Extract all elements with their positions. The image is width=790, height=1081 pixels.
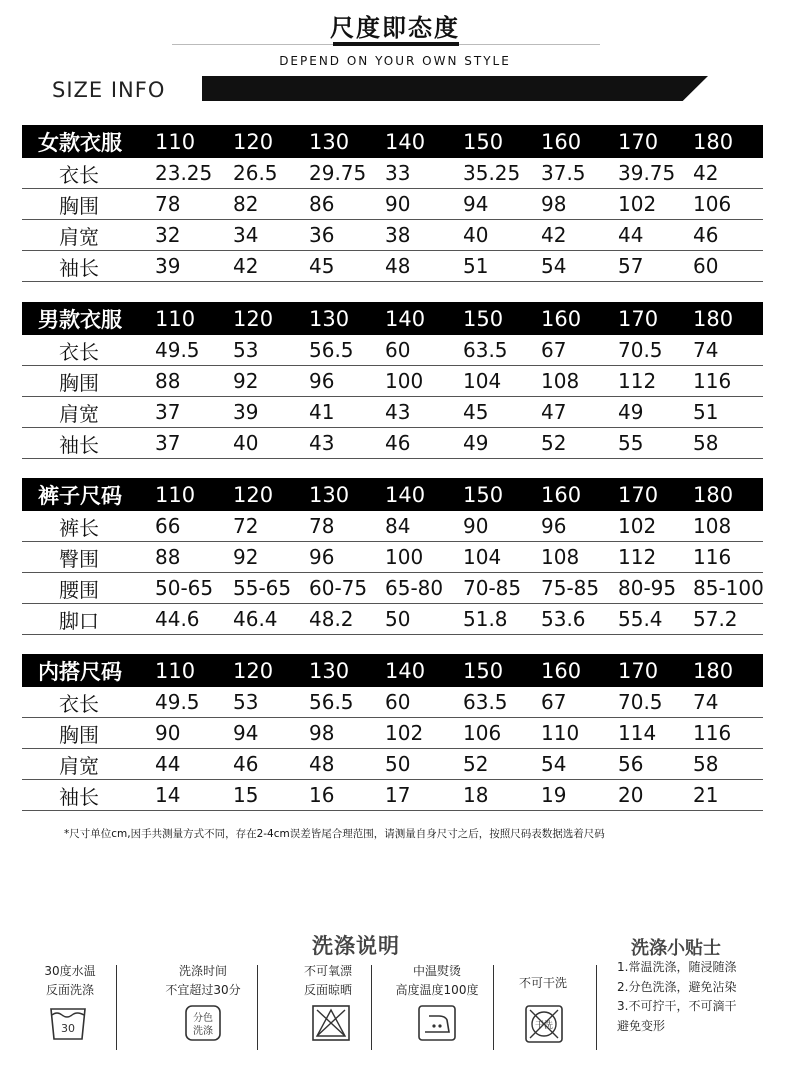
table-title: 裤子尺码	[38, 483, 122, 508]
size-header-cell: 180	[693, 482, 734, 507]
table-cell: 56.5	[309, 338, 354, 362]
size-info-label: SIZE INFO	[52, 78, 166, 102]
table-row	[22, 604, 763, 635]
table-cell: 33	[385, 161, 411, 185]
table-row	[22, 542, 763, 573]
table-cell: 17	[385, 783, 411, 807]
table-cell: 75-85	[541, 576, 600, 600]
table-cell: 63.5	[463, 690, 508, 714]
table-cell: 56.5	[309, 690, 354, 714]
wash-item-iron	[385, 962, 489, 1000]
table-cell: 26.5	[233, 161, 278, 185]
table-cell: 102	[618, 514, 657, 538]
wash-item-line: 不可干洗	[518, 976, 567, 990]
table-cell: 16	[309, 783, 335, 807]
table-cell: 60	[385, 338, 411, 362]
separate-colors-icon	[184, 1004, 222, 1046]
table-title: 男款衣服	[38, 307, 122, 332]
table-cell: 108	[541, 369, 580, 393]
size-header-cell: 110	[155, 306, 196, 331]
table-cell: 60	[693, 254, 719, 278]
table-cell: 102	[618, 192, 657, 216]
table-cell: 29.75	[309, 161, 367, 185]
table-cell: 49.5	[155, 338, 200, 362]
table-cell: 45	[463, 400, 489, 424]
measurement-label: 袖长	[59, 784, 99, 809]
tip-line: 避免变形	[617, 1018, 666, 1033]
table-cell: 40	[233, 431, 259, 455]
washing-tips	[617, 958, 736, 1036]
size-note: *尺寸单位cm,因手共测量方式不同，存在2-4cm误差皆尾合理范围，请测量自身尺寸之后，按照尺码表数据选着尺码	[64, 828, 605, 840]
table-cell: 45	[309, 254, 335, 278]
table-cell: 37	[155, 431, 181, 455]
table-cell: 58	[693, 431, 719, 455]
size-header-cell: 180	[693, 129, 734, 154]
measurement-label: 臀围	[59, 546, 99, 571]
size-header-cell: 180	[693, 306, 734, 331]
table-cell: 70.5	[618, 338, 663, 362]
size-header-cell: 140	[385, 306, 426, 331]
size-header-cell: 130	[309, 129, 350, 154]
table-cell: 114	[618, 721, 657, 745]
wash-item-dryclean	[505, 974, 581, 993]
tip-line: 1.常温洗涤，随浸随涤	[617, 960, 737, 974]
measurement-label: 胸围	[59, 722, 99, 747]
table-title: 女款衣服	[38, 130, 122, 155]
table-cell: 70-85	[463, 576, 522, 600]
table-cell: 47	[541, 400, 567, 424]
wash-item-line: 不可氧漂	[303, 964, 352, 978]
table-cell: 90	[385, 192, 411, 216]
table-cell: 110	[541, 721, 580, 745]
no-dry-clean-icon-text: 干洗	[534, 1021, 554, 1031]
table-cell: 46.4	[233, 607, 278, 631]
table-row	[22, 687, 763, 718]
size-header-cell: 120	[233, 129, 274, 154]
size-header-cell: 170	[618, 482, 659, 507]
table-header-row	[22, 478, 763, 511]
table-row	[22, 366, 763, 397]
table-cell: 43	[309, 431, 335, 455]
size-table	[22, 125, 763, 282]
table-cell: 66	[155, 514, 181, 538]
table-header-row	[22, 125, 763, 158]
table-row	[22, 573, 763, 604]
table-cell: 96	[309, 369, 335, 393]
wash-sep	[493, 965, 494, 1050]
table-cell: 84	[385, 514, 411, 538]
size-header-cell: 150	[463, 129, 504, 154]
table-cell: 94	[463, 192, 489, 216]
table-cell: 63.5	[463, 338, 508, 362]
table-cell: 60	[385, 690, 411, 714]
table-cell: 58	[693, 752, 719, 776]
table-cell: 44	[618, 223, 644, 247]
table-cell: 100	[385, 369, 424, 393]
size-header-cell: 160	[541, 129, 582, 154]
table-row	[22, 780, 763, 811]
size-header-cell: 150	[463, 482, 504, 507]
wash-sep	[116, 965, 117, 1050]
tips-title: 洗涤小贴士	[631, 938, 721, 959]
size-header-cell: 160	[541, 482, 582, 507]
table-cell: 38	[385, 223, 411, 247]
page-subtitle: DEPEND ON YOUR OWN STYLE	[279, 54, 511, 68]
table-row	[22, 428, 763, 459]
table-cell: 20	[618, 783, 644, 807]
table-cell: 46	[693, 223, 719, 247]
table-row	[22, 189, 763, 220]
table-cell: 18	[463, 783, 489, 807]
table-cell: 100	[385, 545, 424, 569]
table-cell: 37	[155, 400, 181, 424]
size-header-cell: 160	[541, 658, 582, 683]
size-header-cell: 140	[385, 658, 426, 683]
table-cell: 67	[541, 690, 567, 714]
table-header-row	[22, 302, 763, 335]
table-cell: 21	[693, 783, 719, 807]
size-header-cell: 160	[541, 306, 582, 331]
table-cell: 57.2	[693, 607, 738, 631]
table-row	[22, 397, 763, 428]
table-cell: 74	[693, 338, 719, 362]
table-cell: 78	[155, 192, 181, 216]
size-header-cell: 110	[155, 658, 196, 683]
table-cell: 40	[463, 223, 489, 247]
table-cell: 14	[155, 783, 181, 807]
table-cell: 72	[233, 514, 259, 538]
size-header-cell: 170	[618, 306, 659, 331]
size-info-bar	[202, 76, 708, 101]
table-cell: 106	[463, 721, 502, 745]
svg-text:分色: 分色	[193, 1013, 213, 1024]
page-title: 尺度即态度	[330, 14, 460, 42]
table-cell: 15	[233, 783, 259, 807]
measurement-label: 衣长	[59, 691, 99, 716]
table-header-row	[22, 654, 763, 687]
table-cell: 39	[233, 400, 259, 424]
measurement-label: 袖长	[59, 432, 99, 457]
size-header-cell: 130	[309, 306, 350, 331]
wash-sep	[257, 965, 258, 1050]
size-header-cell: 110	[155, 482, 196, 507]
table-cell: 46	[233, 752, 259, 776]
table-cell: 65-80	[385, 576, 444, 600]
wash-item-line: 30度水温	[44, 964, 96, 978]
table-cell: 36	[309, 223, 335, 247]
table-cell: 46	[385, 431, 411, 455]
table-cell: 50	[385, 752, 411, 776]
table-cell: 51	[693, 400, 719, 424]
size-header-cell: 150	[463, 658, 504, 683]
tip-line: 2.分色洗涤，避免沾染	[617, 979, 737, 994]
wash-item-line: 反面晾晒	[303, 983, 352, 997]
wash-item-line: 不宜超过30分	[165, 983, 241, 997]
table-title: 内搭尺码	[38, 659, 122, 684]
table-cell: 48.2	[309, 607, 354, 631]
table-cell: 53	[233, 690, 259, 714]
measurement-label: 衣长	[59, 339, 99, 364]
table-row	[22, 158, 763, 189]
table-cell: 19	[541, 783, 567, 807]
table-cell: 104	[463, 369, 502, 393]
table-cell: 43	[385, 400, 411, 424]
wash-30-icon-text: 30	[61, 1022, 75, 1035]
table-cell: 49.5	[155, 690, 200, 714]
table-cell: 108	[693, 514, 732, 538]
table-cell: 49	[463, 431, 489, 455]
size-table	[22, 302, 763, 459]
measurement-label: 袖长	[59, 255, 99, 280]
table-cell: 92	[233, 369, 259, 393]
size-table	[22, 654, 763, 811]
iron-medium-icon	[417, 1004, 457, 1046]
table-cell: 52	[541, 431, 567, 455]
table-cell: 67	[541, 338, 567, 362]
table-cell: 37.5	[541, 161, 586, 185]
table-cell: 88	[155, 545, 181, 569]
measurement-label: 腰围	[59, 577, 99, 602]
table-cell: 82	[233, 192, 259, 216]
table-cell: 96	[309, 545, 335, 569]
table-cell: 23.25	[155, 161, 213, 185]
table-cell: 98	[309, 721, 335, 745]
measurement-label: 肩宽	[59, 401, 99, 426]
table-row	[22, 749, 763, 780]
table-cell: 60-75	[309, 576, 368, 600]
table-cell: 53.6	[541, 607, 586, 631]
table-cell: 116	[693, 545, 732, 569]
table-cell: 96	[541, 514, 567, 538]
table-cell: 116	[693, 721, 732, 745]
table-cell: 55.4	[618, 607, 663, 631]
wash-item-bleach	[288, 962, 368, 1000]
wash-30-icon	[49, 1005, 87, 1045]
measurement-label: 脚口	[59, 608, 99, 633]
size-header-cell: 140	[385, 129, 426, 154]
table-cell: 57	[618, 254, 644, 278]
table-cell: 51	[463, 254, 489, 278]
table-cell: 106	[693, 192, 732, 216]
table-cell: 55	[618, 431, 644, 455]
measurement-label: 胸围	[59, 193, 99, 218]
table-cell: 94	[233, 721, 259, 745]
size-table	[22, 478, 763, 635]
table-cell: 52	[463, 752, 489, 776]
size-header-cell: 180	[693, 658, 734, 683]
table-cell: 102	[385, 721, 424, 745]
table-cell: 42	[693, 161, 719, 185]
wash-item-time	[148, 962, 258, 1000]
table-cell: 35.25	[463, 161, 521, 185]
washing-title: 洗涤说明	[312, 934, 400, 958]
wash-item-line: 洗涤时间	[178, 964, 227, 978]
no-bleach-icon	[311, 1004, 351, 1046]
size-header-cell: 110	[155, 129, 196, 154]
wash-item-line: 高度温度100度	[395, 983, 479, 997]
size-header-cell: 170	[618, 129, 659, 154]
wash-item-line: 反面洗涤	[45, 983, 94, 997]
table-cell: 48	[309, 752, 335, 776]
size-header-cell: 130	[309, 658, 350, 683]
size-header-cell: 130	[309, 482, 350, 507]
size-header-cell: 120	[233, 658, 274, 683]
table-cell: 112	[618, 369, 657, 393]
table-cell: 42	[233, 254, 259, 278]
table-cell: 112	[618, 545, 657, 569]
measurement-label: 胸围	[59, 370, 99, 395]
wash-sep	[371, 965, 372, 1050]
table-cell: 78	[309, 514, 335, 538]
table-cell: 32	[155, 223, 181, 247]
table-cell: 70.5	[618, 690, 663, 714]
title-underline-bar	[333, 42, 459, 46]
table-cell: 53	[233, 338, 259, 362]
table-row	[22, 220, 763, 251]
table-row	[22, 718, 763, 749]
table-cell: 34	[233, 223, 259, 247]
table-cell: 80-95	[618, 576, 677, 600]
table-cell: 50-65	[155, 576, 214, 600]
svg-text:洗涤: 洗涤	[193, 1026, 213, 1037]
table-cell: 49	[618, 400, 644, 424]
measurement-label: 衣长	[59, 162, 99, 187]
size-header-cell: 140	[385, 482, 426, 507]
table-cell: 98	[541, 192, 567, 216]
table-cell: 74	[693, 690, 719, 714]
wash-sep	[596, 965, 597, 1050]
size-header-cell: 170	[618, 658, 659, 683]
table-cell: 116	[693, 369, 732, 393]
measurement-label: 肩宽	[59, 224, 99, 249]
measurement-label: 肩宽	[59, 753, 99, 778]
table-cell: 44	[155, 752, 181, 776]
wash-item-temperature	[30, 962, 110, 1000]
table-cell: 48	[385, 254, 411, 278]
table-cell: 39	[155, 254, 181, 278]
table-cell: 92	[233, 545, 259, 569]
table-cell: 39.75	[618, 161, 676, 185]
table-cell: 56	[618, 752, 644, 776]
table-cell: 54	[541, 752, 567, 776]
table-cell: 90	[463, 514, 489, 538]
table-cell: 54	[541, 254, 567, 278]
measurement-label: 裤长	[59, 515, 99, 540]
table-cell: 86	[309, 192, 335, 216]
table-cell: 90	[155, 721, 181, 745]
table-cell: 85-100	[693, 576, 764, 600]
table-cell: 42	[541, 223, 567, 247]
wash-item-line: 中温熨烫	[412, 964, 461, 978]
table-row	[22, 251, 763, 282]
tip-line: 3.不可拧干，不可滴干	[617, 999, 737, 1013]
size-header-cell: 120	[233, 482, 274, 507]
table-row	[22, 335, 763, 366]
size-header-cell: 120	[233, 306, 274, 331]
size-header-cell: 150	[463, 306, 504, 331]
table-cell: 55-65	[233, 576, 292, 600]
no-dry-clean-icon	[524, 1004, 564, 1048]
table-cell: 44.6	[155, 607, 200, 631]
table-cell: 50	[385, 607, 411, 631]
table-cell: 51.8	[463, 607, 508, 631]
table-cell: 41	[309, 400, 335, 424]
table-cell: 88	[155, 369, 181, 393]
table-cell: 108	[541, 545, 580, 569]
table-cell: 104	[463, 545, 502, 569]
table-row	[22, 511, 763, 542]
